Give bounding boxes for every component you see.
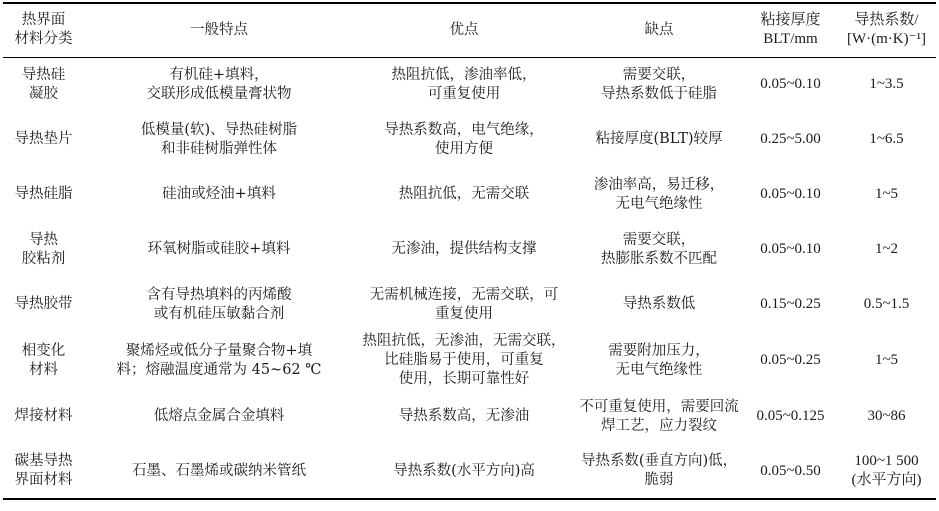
cell-text-line: 凝胶 xyxy=(29,85,58,102)
bond-line-thickness-cell: 0.15~0.25 xyxy=(760,296,821,312)
category-cell xyxy=(3,57,84,112)
disadvantages-cell xyxy=(574,57,744,112)
thermal-conductivity-cell xyxy=(837,444,936,499)
thermal-conductivity-cell xyxy=(837,57,936,112)
cell-text-line: 需要交联， xyxy=(622,231,696,248)
cell-text-line: 导热系数(垂直方向)低， xyxy=(580,453,738,469)
table-body xyxy=(3,57,936,499)
cell-text-line: 导热硅脂 xyxy=(14,186,73,202)
cell-text-line: 0.5~1.5 xyxy=(863,296,910,312)
cell-text-line: 无电气绝缘性 xyxy=(615,361,703,378)
category-cell xyxy=(3,277,84,332)
cell-text-line: 比硅脂易于使用，可重复 xyxy=(384,352,544,368)
cell-text-line: 热阻抗低，渗油率低， xyxy=(391,66,537,83)
features-cell xyxy=(84,167,354,222)
thermal-interface-materials-table xyxy=(3,2,936,500)
cell-text-line: 脆弱 xyxy=(644,472,674,488)
table-row xyxy=(3,222,936,277)
cell-text-line: 或有机硅压敏黏合剂 xyxy=(153,305,285,322)
cell-text-line: 材料 xyxy=(29,361,58,378)
bond-line-thickness-cell: 0.25~5.00 xyxy=(760,131,821,147)
bond-line-thickness-cell: 0.05~0.25 xyxy=(760,352,821,368)
cell-text-line: 不可重复使用，需要回流 xyxy=(579,398,739,415)
cell-text-line: 料；熔融温度通常为 45~62 ℃ xyxy=(116,361,322,378)
cell-text-line: 导热系数低于硅脂 xyxy=(601,85,717,102)
cell-text-line: 导热系数低 xyxy=(622,296,696,312)
cell-text-line: 低熔点金属合金填料 xyxy=(153,408,285,424)
cell-text-line: 碳基导热 xyxy=(14,453,73,469)
cell-text-line: 粘接厚度 xyxy=(760,12,821,29)
cell-text-line: 硅油或烃油+填料 xyxy=(162,186,276,202)
table-row xyxy=(3,167,936,222)
table-row xyxy=(3,277,936,332)
header-material-category xyxy=(3,3,84,57)
cell-text-line: 导热系数高，无渗油 xyxy=(398,408,530,424)
advantages-cell xyxy=(354,112,574,167)
cell-text-line: 渗油率高，易迁移， xyxy=(593,176,725,193)
cell-text-line: 需要交联， xyxy=(622,66,696,83)
category-cell xyxy=(3,222,84,277)
cell-text-line: 1~6.5 xyxy=(869,131,904,147)
bond-line-thickness-cell: 0.05~0.50 xyxy=(760,462,821,479)
cell-text-line: 1~5 xyxy=(874,352,899,368)
cell-text-line: 无渗油，提供结构支撑 xyxy=(391,241,537,257)
disadvantages-cell xyxy=(574,389,744,444)
category-cell xyxy=(3,444,84,499)
table-row xyxy=(3,444,936,499)
cell-text-line: 100~1 500 xyxy=(854,453,919,469)
cell-text-line: 缺点 xyxy=(644,21,674,38)
disadvantages-cell xyxy=(574,332,744,389)
bond-line-thickness-cell: 0.05~0.125 xyxy=(756,408,825,424)
advantages-cell xyxy=(354,222,574,277)
category-cell xyxy=(3,332,84,389)
cell-text-line: 胶粘剂 xyxy=(21,250,66,267)
bond-line-thickness-cell: 0.05~0.10 xyxy=(760,241,821,257)
advantages-cell xyxy=(354,389,574,444)
cell-text-line: 相变化 xyxy=(21,342,66,359)
header-general-features xyxy=(84,3,354,57)
cell-text-line: (水平方向) xyxy=(851,472,922,488)
features-cell xyxy=(84,444,354,499)
cell-text-line: 石墨、石墨烯或碳纳米管纸 xyxy=(132,462,306,479)
cell-text-line: [W·(m·K)⁻¹] xyxy=(846,31,927,48)
cell-text-line: 一般特点 xyxy=(190,21,248,38)
cell-text-line: BLT/mm xyxy=(763,31,818,48)
header-disadvantages xyxy=(574,3,744,57)
cell-text-line: 1~5 xyxy=(874,186,899,202)
disadvantages-cell xyxy=(574,167,744,222)
cell-text-line: 重复使用 xyxy=(435,305,493,322)
advantages-cell xyxy=(354,167,574,222)
header-bond-line-thickness xyxy=(744,3,837,57)
cell-text-line: 30~86 xyxy=(867,408,906,424)
cell-text-line: 聚烯烃或低分子量聚合物+填 xyxy=(125,342,313,359)
category-cell xyxy=(3,389,84,444)
features-cell xyxy=(84,277,354,332)
cell-text-line: 1~2 xyxy=(874,241,899,257)
cell-text-line: 和非硅树脂弹性体 xyxy=(161,140,277,157)
thermal-conductivity-cell xyxy=(837,277,936,332)
thermal-conductivity-cell xyxy=(837,222,936,277)
cell-text-line: 导热 xyxy=(29,231,58,248)
cell-text-line: 含有导热填料的丙烯酸 xyxy=(146,286,292,303)
cell-text-line: 导热系数高，电气绝缘， xyxy=(384,121,544,138)
cell-text-line: 使用，长期可靠性好 xyxy=(398,371,530,387)
bond-line-thickness-cell: 0.05~0.10 xyxy=(760,76,821,93)
thermal-conductivity-cell xyxy=(837,167,936,222)
cell-text-line: 导热系数(水平方向)高 xyxy=(393,462,535,479)
thermal-conductivity-cell xyxy=(837,112,936,167)
advantages-cell xyxy=(354,277,574,332)
disadvantages-cell xyxy=(574,444,744,499)
cell-text-line: 导热垫片 xyxy=(14,131,73,147)
cell-text-line: 使用方便 xyxy=(435,140,493,157)
header-thermal-conductivity xyxy=(837,3,936,57)
cell-text-line: 无需机械连接，无需交联，可 xyxy=(369,286,559,303)
category-cell xyxy=(3,112,84,167)
thermal-conductivity-cell xyxy=(837,332,936,389)
cell-text-line: 无电气绝缘性 xyxy=(615,195,703,212)
bond-line-thickness-cell: 0.05~0.10 xyxy=(760,186,821,202)
cell-text-line: 材料分类 xyxy=(14,31,73,48)
header-row xyxy=(3,3,936,57)
cell-text-line: 有机硅+填料， xyxy=(169,66,269,83)
table-header xyxy=(3,3,936,57)
cell-text-line: 导热系数/ xyxy=(854,12,919,29)
features-cell xyxy=(84,57,354,112)
cell-text-line: 低模量(软)、导热硅树脂 xyxy=(140,121,298,138)
advantages-cell xyxy=(354,332,574,389)
cell-text-line: 热阻抗低，无需交联 xyxy=(398,186,530,202)
cell-text-line: 热界面 xyxy=(21,12,66,29)
header-advantages xyxy=(354,3,574,57)
cell-text-line: 优点 xyxy=(449,21,479,38)
table-row xyxy=(3,389,936,444)
thermal-conductivity-cell xyxy=(837,389,936,444)
table-row xyxy=(3,112,936,167)
advantages-cell xyxy=(354,444,574,499)
cell-text-line: 焊工艺，应力裂纹 xyxy=(601,417,717,434)
cell-text-line: 1~3.5 xyxy=(869,76,904,93)
features-cell xyxy=(84,112,354,167)
cell-text-line: 热膨胀系数不匹配 xyxy=(601,250,717,267)
features-cell xyxy=(84,389,354,444)
cell-text-line: 环氧树脂或硅胶+填料 xyxy=(147,241,291,257)
advantages-cell xyxy=(354,57,574,112)
table-row xyxy=(3,57,936,112)
disadvantages-cell xyxy=(574,277,744,332)
cell-text-line: 导热硅 xyxy=(21,66,66,83)
table-row xyxy=(3,332,936,389)
cell-text-line: 可重复使用 xyxy=(427,85,501,102)
cell-text-line: 导热胶带 xyxy=(14,296,73,312)
features-cell xyxy=(84,332,354,389)
cell-text-line: 交联形成低模量膏状物 xyxy=(146,85,292,102)
disadvantages-cell xyxy=(574,222,744,277)
cell-text-line: 需要附加压力， xyxy=(608,342,710,359)
cell-text-line: 粘接厚度(BLT)较厚 xyxy=(595,131,723,147)
cell-text-line: 热阻抗低，无渗油，无需交联， xyxy=(362,333,566,349)
disadvantages-cell xyxy=(574,112,744,167)
cell-text-line: 界面材料 xyxy=(14,472,73,488)
features-cell xyxy=(84,222,354,277)
category-cell xyxy=(3,167,84,222)
cell-text-line: 焊接材料 xyxy=(14,408,73,424)
